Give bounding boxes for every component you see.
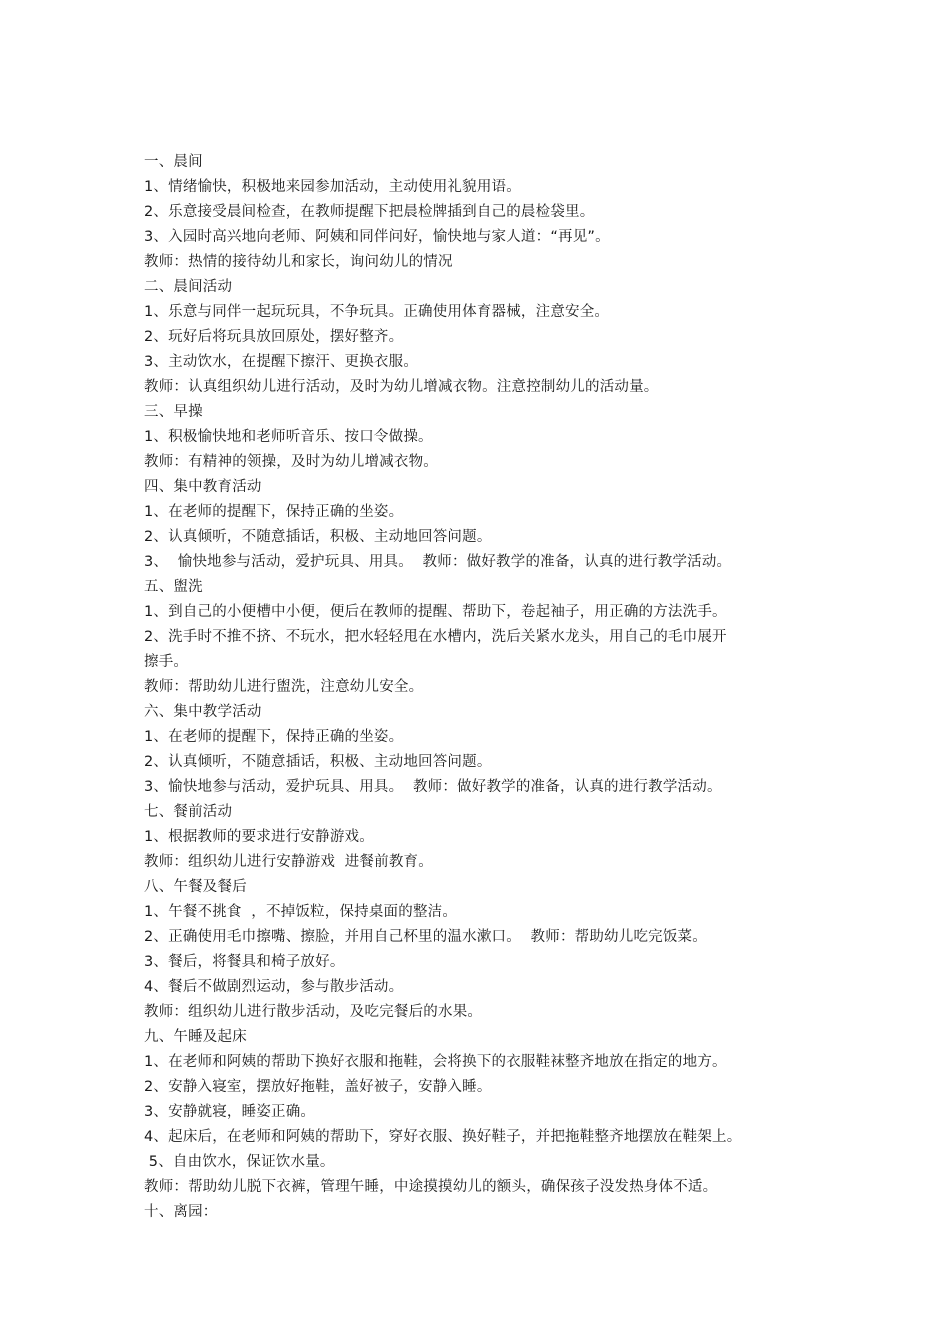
paragraph-line: 2、认真倾听，不随意插话，积极、主动地回答问题。	[144, 529, 492, 545]
section-heading-washing: 五、盥洗	[144, 579, 203, 595]
paragraph-line: 2、乐意接受晨间检查，在教师提醒下把晨检牌插到自己的晨检袋里。	[144, 204, 595, 220]
paragraph-line: 1、在老师和阿姨的帮助下换好衣服和拖鞋，会将换下的衣服鞋袜整齐地放在指定的地方。	[144, 1054, 727, 1070]
paragraph-line: 1、到自己的小便槽中小便，便后在教师的提醒、帮助下，卷起袖子，用正确的方法洗手。	[144, 604, 727, 620]
teacher-note: 教师：有精神的领操，及时为幼儿增减衣物。	[144, 454, 438, 470]
paragraph-line: 5、自由饮水，保证饮水量。	[144, 1154, 335, 1170]
teacher-note: 教师：热情的接待幼儿和家长，询问幼儿的情况	[144, 254, 453, 270]
paragraph-line: 1、根据教师的要求进行安静游戏。	[144, 829, 374, 845]
teacher-note: 教师：组织幼儿进行散步活动，及吃完餐后的水果。	[144, 1004, 483, 1020]
teacher-note: 教师：组织幼儿进行安静游戏 进餐前教育。	[144, 854, 433, 870]
paragraph-line: 1、午餐不挑食 ，不掉饭粒，保持桌面的整洁。	[144, 904, 458, 920]
paragraph-line: 1、在老师的提醒下，保持正确的坐姿。	[144, 504, 404, 520]
paragraph-line: 3、 愉快地参与活动，爱护玩具、用具。 教师：做好教学的准备，认真的进行教学活动。	[144, 554, 732, 570]
paragraph-line: 3、入园时高兴地向老师、阿姨和同伴问好，愉快地与家人道：“再见”。	[144, 229, 610, 245]
teacher-note: 教师：认真组织幼儿进行活动，及时为幼儿增减衣物。注意控制幼儿的活动量。	[144, 379, 659, 395]
section-heading-morning-activity: 二、晨间活动	[144, 279, 233, 295]
teacher-note: 教师：帮助幼儿脱下衣裤，管理午睡，中途摸摸幼儿的额头，确保孩子没发热身体不适。	[144, 1179, 718, 1195]
paragraph-line: 2、认真倾听，不随意插话，积极、主动地回答问题。	[144, 754, 492, 770]
paragraph-line: 2、安静入寝室，摆放好拖鞋，盖好被子，安静入睡。	[144, 1079, 492, 1095]
section-heading-morning-exercise: 三、早操	[144, 404, 203, 420]
paragraph-line: 3、安静就寝，睡姿正确。	[144, 1104, 316, 1120]
paragraph-line: 2、玩好后将玩具放回原处，摆好整齐。	[144, 329, 404, 345]
paragraph-line: 2、洗手时不推不挤、不玩水，把水轻轻甩在水槽内，洗后关紧水龙头，用自己的毛巾展开	[144, 629, 727, 645]
paragraph-line: 1、情绪愉快，积极地来园参加活动，主动使用礼貌用语。	[144, 179, 521, 195]
paragraph-line: 2、正确使用毛巾擦嘴、擦脸，并用自己杯里的温水漱口。 教师：帮助幼儿吃完饭菜。	[144, 929, 707, 945]
section-heading-nap: 九、午睡及起床	[144, 1029, 247, 1045]
teacher-note: 教师：帮助幼儿进行盥洗，注意幼儿安全。	[144, 679, 424, 695]
paragraph-line: 3、餐后，将餐具和椅子放好。	[144, 954, 345, 970]
section-heading-morning: 一、晨间	[144, 154, 203, 170]
paragraph-line: 4、餐后不做剧烈运动，参与散步活动。	[144, 979, 404, 995]
paragraph-line: 3、主动饮水，在提醒下擦汗、更换衣服。	[144, 354, 419, 370]
section-heading-group-education: 四、集中教育活动	[144, 479, 262, 495]
paragraph-line: 4、起床后，在老师和阿姨的帮助下，穿好衣服、换好鞋子，并把拖鞋整齐地摆放在鞋架上。	[144, 1129, 742, 1145]
paragraph-line-continuation: 擦手。	[144, 654, 189, 670]
paragraph-line: 3、愉快地参与活动，爱护玩具、用具。 教师：做好教学的准备，认真的进行教学活动。	[144, 779, 722, 795]
paragraph-line: 1、在老师的提醒下，保持正确的坐姿。	[144, 729, 404, 745]
section-heading-lunch: 八、午餐及餐后	[144, 879, 247, 895]
document-body	[144, 150, 824, 1225]
section-heading-leaving: 十、离园：	[144, 1204, 218, 1220]
section-heading-pre-meal: 七、餐前活动	[144, 804, 233, 820]
section-heading-group-teaching: 六、集中教学活动	[144, 704, 262, 720]
paragraph-line: 1、积极愉快地和老师听音乐、按口令做操。	[144, 429, 433, 445]
paragraph-line: 1、乐意与同伴一起玩玩具，不争玩具。正确使用体育器械，注意安全。	[144, 304, 610, 320]
